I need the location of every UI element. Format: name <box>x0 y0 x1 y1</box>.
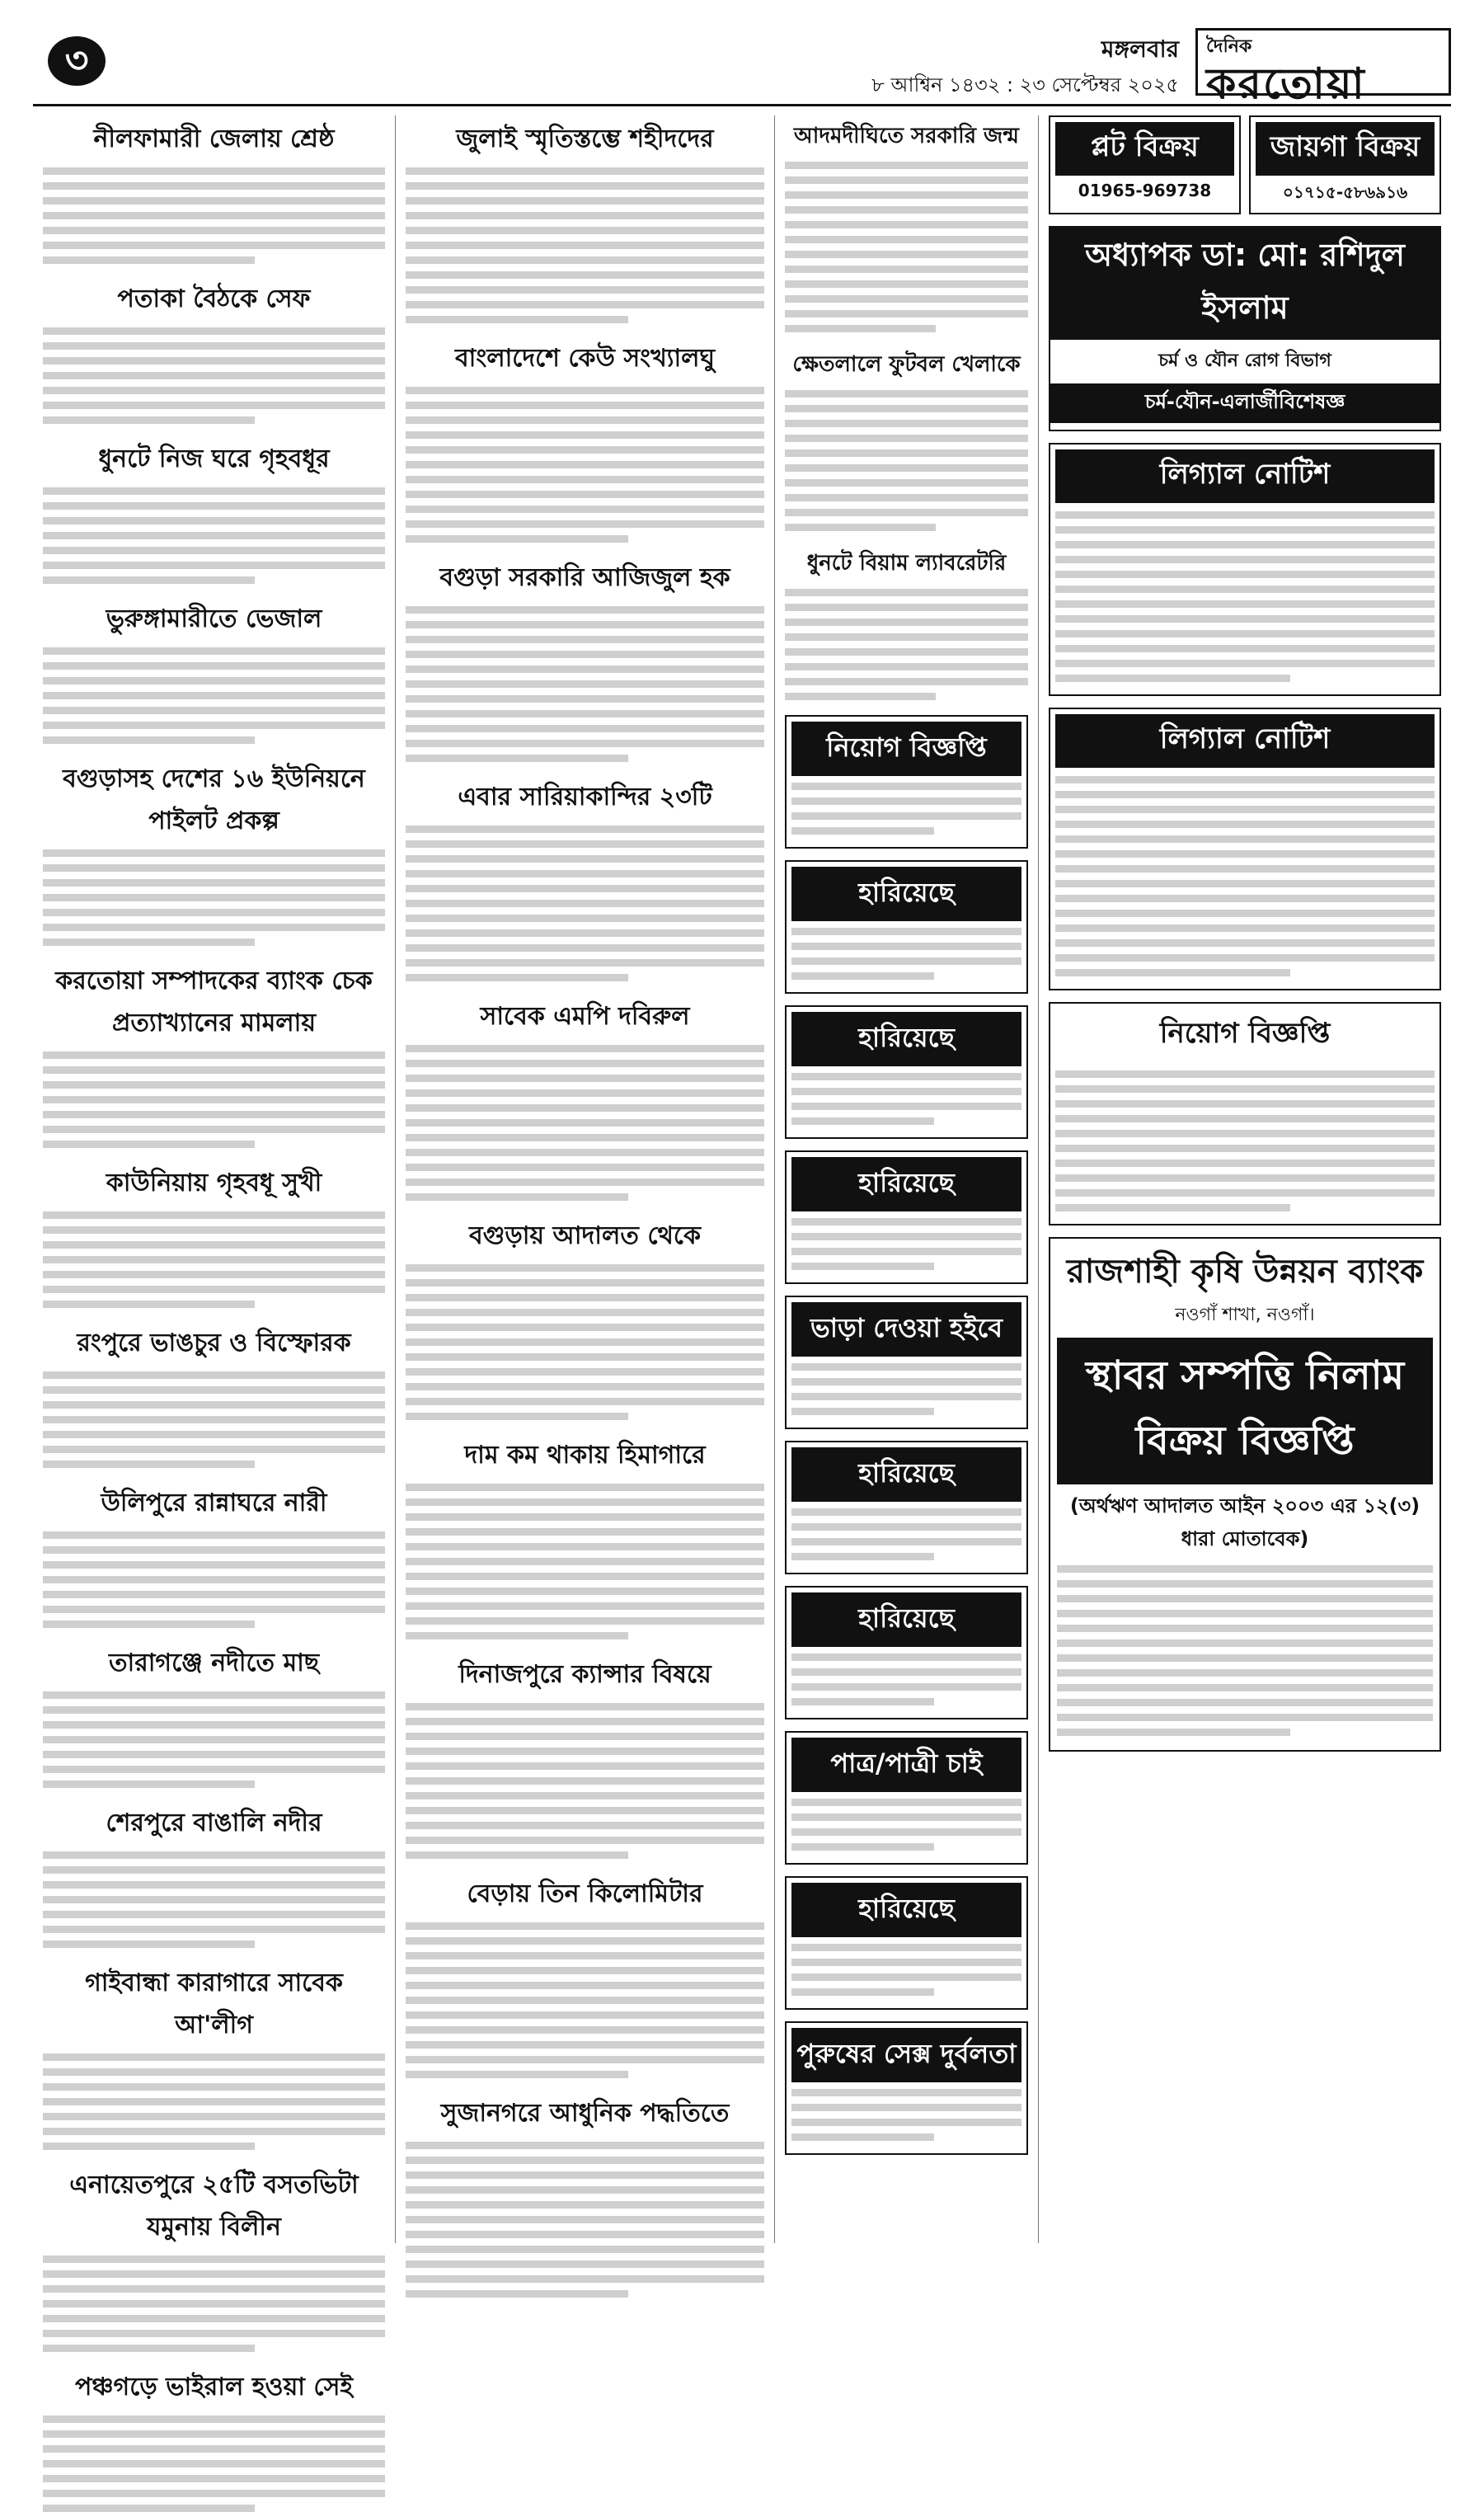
ad-body <box>791 1073 1021 1125</box>
story-body <box>785 162 1028 332</box>
column-2 <box>396 115 775 2243</box>
story-headline: উলিপুরে রান্নাঘরে নারী <box>101 1489 327 1517</box>
story-headline: এবার সারিয়াকান্দির ২৩টি <box>458 783 712 811</box>
story <box>406 777 764 981</box>
auction-law: (অর্থঋণ আদালত আইন ২০০৩ এর ১২(৩) ধারা মোতাবেক) <box>1069 1494 1421 1550</box>
masthead <box>33 25 1451 109</box>
story-headline: বেড়ায় তিন কিলোমিটার <box>467 1879 703 1908</box>
story-headline: আদমদীঘিতে সরকারি জন্ম <box>794 124 1019 148</box>
story-body <box>43 1531 385 1628</box>
classified-ad <box>1049 115 1241 214</box>
page-number: ৩ <box>48 36 106 86</box>
story <box>406 338 764 543</box>
bank-branch: নওগাঁ শাখা, নওগাঁ। <box>1175 1305 1315 1325</box>
classified-ad <box>785 715 1028 849</box>
story-body <box>406 2142 764 2298</box>
ad-body <box>791 1799 1021 1851</box>
brand-prefix: দৈনিক <box>1206 36 1252 57</box>
recruitment-notice <box>1049 1002 1441 1225</box>
ad-title: প্লট বিক্রয় <box>1055 122 1234 176</box>
story-headline: ধুনটে বিয়াম ল্যাবরেটরি <box>806 551 1007 576</box>
classified-ad <box>785 2021 1028 2155</box>
story-headline: রংপুরে ভাঙচুর ও বিস্ফোরক <box>77 1329 351 1357</box>
ad-body <box>791 1944 1021 1996</box>
classified-ad <box>785 1876 1028 2010</box>
story-headline: সাবেক এমপি দবিরুল <box>480 1002 690 1031</box>
ad-body <box>791 783 1021 835</box>
story-headline: জুলাই স্মৃতিস্তম্ভে শহীদদের <box>456 125 714 153</box>
story <box>785 347 1028 531</box>
ad-title: হারিয়েছে <box>791 1883 1021 1937</box>
story <box>43 1803 385 1948</box>
story <box>406 996 764 1201</box>
legal-notice <box>1049 443 1441 696</box>
doctor-banner: চর্ম-যৌন-এলার্জীবিশেষজ্ঞ <box>1050 383 1439 423</box>
story-body <box>406 387 764 543</box>
ad-title: হারিয়েছে <box>791 1447 1021 1502</box>
story-headline: বাংলাদেশে কেউ সংখ্যালঘু <box>454 344 716 373</box>
auction-body <box>1057 1565 1433 1736</box>
story-headline: করতোয়া সম্পাদকের ব্যাংক চেক প্রত্যাখ্যানের মামলায় <box>55 967 373 1037</box>
story-body <box>406 1045 764 1201</box>
ad-title: হারিয়েছে <box>791 1157 1021 1211</box>
story <box>785 546 1028 700</box>
story-body <box>43 1371 385 1468</box>
column-4 <box>1039 115 1451 2243</box>
column-3 <box>775 115 1039 2243</box>
recruit-body <box>1055 1070 1435 1211</box>
story-body <box>43 1691 385 1788</box>
classified-ad <box>785 1150 1028 1284</box>
ad-phone: ০১৭১৫-৫৮৬৯১৬ <box>1282 182 1408 202</box>
story-headline: এনায়েতপুরে ২৫টি বসতভিটা যমুনায় বিলীন <box>69 2171 359 2242</box>
story-headline: নীলফামারী জেলায় শ্রেষ্ঠ <box>93 125 335 153</box>
story-headline: দাম কম থাকায় হিমাগারে <box>464 1441 706 1470</box>
classified-ad <box>785 860 1028 994</box>
story-headline: কাউনিয়ায় গৃহবধূ সুখী <box>106 1169 322 1197</box>
story-body <box>43 2256 385 2352</box>
story <box>43 119 385 264</box>
story <box>43 1963 385 2150</box>
issue-day: মঙ্গলবার <box>1101 35 1179 63</box>
story-body <box>406 1922 764 2078</box>
story-body <box>43 2053 385 2150</box>
classified-ad <box>785 1441 1028 1574</box>
ad-body <box>791 1218 1021 1270</box>
story-body <box>43 487 385 584</box>
legal-body <box>1055 511 1435 682</box>
story-body <box>43 2416 385 2512</box>
story-body <box>43 647 385 744</box>
legal-title: লিগ্যাল নোটিশ <box>1055 714 1435 768</box>
ad-title: হারিয়েছে <box>791 867 1021 921</box>
issue-date <box>871 31 1179 103</box>
story <box>406 1435 764 1639</box>
story-headline: ধুনটে নিজ ঘরে গৃহবধূর <box>98 445 330 473</box>
story-body <box>43 167 385 264</box>
brand-logo <box>1195 28 1451 109</box>
story-headline: বগুড়া সরকারি আজিজুল হক <box>439 563 730 592</box>
story <box>43 1643 385 1788</box>
ad-title: পাত্র/পাত্রী চাই <box>791 1738 1021 1792</box>
story-headline: বগুড়ায় আদালত থেকে <box>469 1221 701 1250</box>
story-body <box>43 1851 385 1948</box>
story-body <box>785 589 1028 700</box>
brand-name: করতোয়া <box>1206 59 1366 109</box>
classified-ad <box>785 1296 1028 1429</box>
story-body <box>406 1484 764 1639</box>
story-body <box>406 1264 764 1420</box>
ad-title: ভাড়া দেওয়া হইবে <box>791 1302 1021 1357</box>
story <box>43 961 385 1148</box>
bank-name: রাজশাহী কৃষি উন্নয়ন ব্যাংক <box>1066 1253 1424 1291</box>
story-headline: পতাকা বৈঠকে সেফ <box>117 285 311 313</box>
story-body <box>406 1703 764 1859</box>
doctor-ad <box>1049 226 1441 431</box>
legal-title: লিগ্যাল নোটিশ <box>1055 449 1435 503</box>
ad-title: জায়গা বিক্রয় <box>1256 122 1435 176</box>
story <box>406 1874 764 2078</box>
story-headline: দিনাজপুরে ক্যান্সার বিষয়ে <box>458 1660 711 1689</box>
recruit-title: নিয়োগ বিজ্ঞপ্তি <box>1159 1017 1331 1050</box>
legal-body <box>1055 776 1435 976</box>
story-headline: গাইবান্ধা কারাগারে সাবেক আ'লীগ <box>85 1969 343 2039</box>
story <box>43 439 385 584</box>
ad-body <box>791 928 1021 980</box>
ad-title: নিয়োগ বিজ্ঞপ্তি <box>791 722 1021 776</box>
ad-title: হারিয়েছে <box>791 1012 1021 1066</box>
classified-ad <box>1249 115 1441 214</box>
ad-body <box>791 2089 1021 2141</box>
column-1 <box>33 115 396 2401</box>
story <box>43 2165 385 2352</box>
story-headline: তারাগঞ্জে নদীতে মাছ <box>109 1649 319 1677</box>
story-body <box>43 327 385 424</box>
classified-ad <box>785 1586 1028 1719</box>
story <box>43 759 385 946</box>
story <box>406 1654 764 1859</box>
classified-ad <box>785 1005 1028 1139</box>
legal-notice <box>1049 708 1441 990</box>
story <box>43 279 385 424</box>
story <box>43 1163 385 1308</box>
story <box>406 2093 764 2298</box>
classified-ad <box>785 1731 1028 1865</box>
story <box>43 1483 385 1628</box>
story <box>406 119 764 323</box>
doctor-name: অধ্যাপক ডা: মো: রশিদুল ইসলাম <box>1050 228 1439 340</box>
bank-auction-notice <box>1049 1237 1441 1752</box>
story-headline: সুজানগরে আধুনিক পদ্ধতিতে <box>440 2099 730 2128</box>
story-headline: ক্ষেতলালে ফুটবল খেলাকে <box>792 352 1021 377</box>
story-body <box>43 1211 385 1308</box>
story-body <box>406 167 764 323</box>
ad-body <box>791 1653 1021 1705</box>
story-body <box>43 1051 385 1148</box>
story <box>43 2367 385 2512</box>
ad-title: পুরুষের সেক্স দুর্বলতা <box>791 2028 1021 2082</box>
story-body <box>406 606 764 762</box>
issue-date-line: ৮ আশ্বিন ১৪৩২ : ২৩ সেপ্টেম্বর ২০২৫ <box>871 73 1179 96</box>
ad-body <box>791 1363 1021 1415</box>
auction-title: স্থাবর সম্পত্তি নিলাম বিক্রয় বিজ্ঞপ্তি <box>1057 1338 1433 1484</box>
doctor-specialty: চর্ম ও যৌন রোগ বিভাগ <box>1158 350 1331 371</box>
story-headline: ভুরুঙ্গামারীতে ভেজাল <box>106 604 322 633</box>
story-body <box>785 390 1028 531</box>
ad-title: হারিয়েছে <box>791 1592 1021 1647</box>
story <box>406 557 764 762</box>
story-headline: শেরপুরে বাঙালি নদীর <box>106 1809 322 1837</box>
story <box>43 1323 385 1468</box>
story-body <box>406 826 764 981</box>
ad-body <box>791 1508 1021 1560</box>
story-body <box>43 849 385 946</box>
story-headline: পঞ্চগড়ে ভাইরাল হওয়া সেই <box>74 2373 354 2401</box>
ad-phone: 01965-969738 <box>1078 181 1212 200</box>
story <box>43 599 385 744</box>
story <box>406 1216 764 1420</box>
story <box>785 119 1028 332</box>
story-headline: বগুড়াসহ দেশের ১৬ ইউনিয়নে পাইলট প্রকল্প <box>63 764 365 835</box>
